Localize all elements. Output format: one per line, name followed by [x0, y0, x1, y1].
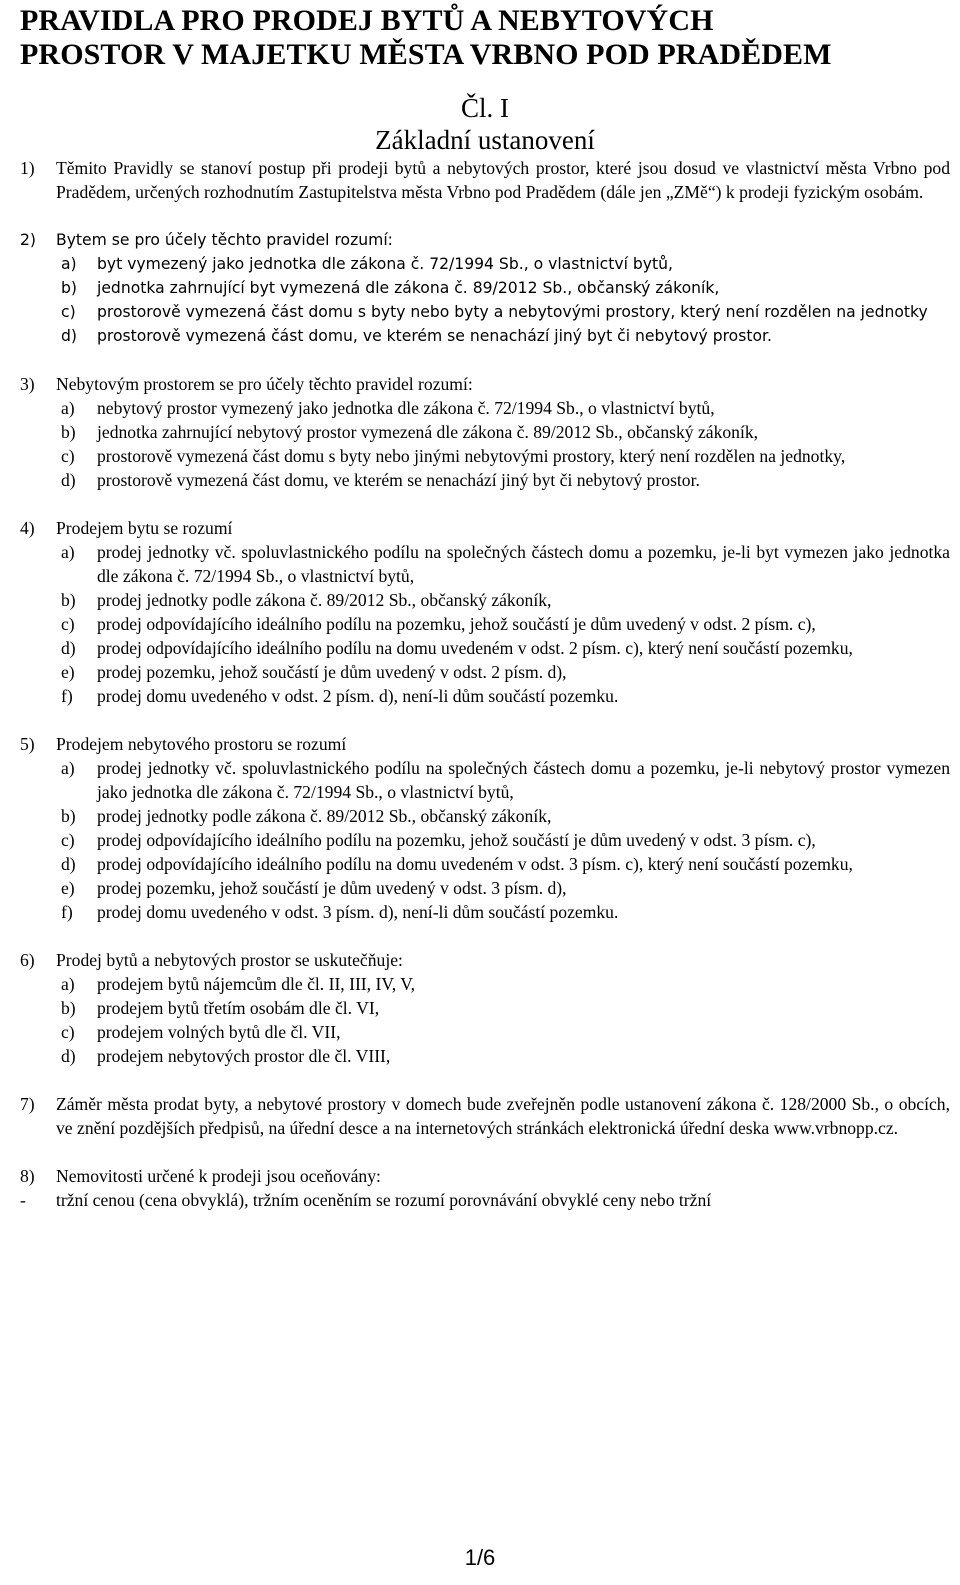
list-item-label: b) — [61, 279, 77, 297]
page-number: 1/6 — [464, 1545, 496, 1570]
list-item-text: prodej odpovídajícího ideálního podílu na domu uvedeném v odst. 2 písm. c), který není součástí pozemku, — [97, 638, 853, 658]
list-item — [61, 660, 950, 684]
list-item-label: f) — [61, 902, 73, 922]
paragraph-text: Záměr města prodat byty, a nebytové prostory v domech bude zveřejněn podle ustanovení zákona č. 128/2000 Sb., o obcích, ve znění pozdějších předpisů, na úřední desce a na internetových stránkách elektronická úřední deska www.vrbnopp.cz. — [56, 1094, 950, 1138]
paragraph-text: Nebytovým prostorem se pro účely těchto pravidel rozumí: — [56, 374, 473, 394]
list-item — [61, 252, 950, 276]
list-item — [61, 612, 950, 636]
list-item-text: jednotka zahrnující nebytový prostor vymezená dle zákona č. 89/2012 Sb., občanský zákoník, — [97, 422, 759, 442]
paragraph-7 — [20, 1092, 950, 1140]
list-item-text: prodejem nebytových prostor dle čl. VIII, — [97, 1046, 391, 1066]
article-heading: Základní ustanovení — [375, 125, 595, 155]
list-item-text: jednotka zahrnující byt vymezená dle zákona č. 89/2012 Sb., občanský zákoník, — [97, 279, 720, 297]
paragraph-text: Nemovitosti určené k prodeji jsou oceňovány: — [56, 1166, 381, 1186]
list-item-text: prodejem bytů třetím osobám dle čl. VI, — [97, 998, 380, 1018]
list-item — [61, 1044, 950, 1068]
list-item-label: a) — [61, 758, 75, 778]
paragraph-text: Bytem se pro účely těchto pravidel rozumí: — [56, 231, 393, 249]
list-item-label: b) — [61, 590, 76, 610]
list-item-label: c) — [61, 1022, 75, 1042]
paragraph-number: 5) — [20, 734, 35, 754]
document-title — [20, 0, 950, 72]
list-item — [61, 828, 950, 852]
list-item — [61, 396, 950, 420]
list-item-text: prodej domu uvedeného v odst. 2 písm. d), není-li dům součástí pozemku. — [97, 686, 619, 706]
list-item — [61, 684, 950, 708]
list-item-text: prodej odpovídajícího ideálního podílu na domu uvedeném v odst. 3 písm. c), který není součástí pozemku, — [97, 854, 853, 874]
list-item-label: e) — [61, 878, 75, 898]
list-item-label: b) — [61, 806, 76, 826]
article-number: Čl. I — [460, 93, 509, 123]
dash-item-text: tržní cenou (cena obvyklá), tržním oceněním se rozumí porovnávání obvyklé ceny nebo tržní — [56, 1190, 712, 1210]
list-item-text: prodej odpovídajícího ideálního podílu na pozemku, jehož součástí je dům uvedený v odst. 3 písm. c), — [97, 830, 816, 850]
list-item-label: f) — [61, 686, 73, 706]
list-item — [61, 996, 950, 1020]
list-item-text: prodejem volných bytů dle čl. VII, — [97, 1022, 341, 1042]
list-item-label: d) — [61, 854, 76, 874]
paragraph-text: Prodejem bytu se rozumí — [56, 518, 233, 538]
list-item — [61, 900, 950, 924]
list-item-text: prodej jednotky vč. spoluvlastnického podílu na společných částech domu a pozemku, je-li nebytový prostor vymezen jako jednotka dle zákona č. 72/1994 Sb., o vlastnictví bytů, — [97, 758, 950, 802]
list-item — [61, 636, 950, 660]
paragraph-text: Těmito Pravidly se stanoví postup při prodeji bytů a nebytových prostor, které jsou dosud ve vlastnictví města Vrbno pod Pradědem, určených rozhodnutím Zastupitelstva města Vrbno pod Pradědem (dále jen „ZMě“) k prodeji fyzickým osobám. — [56, 158, 950, 202]
list-item — [61, 1020, 950, 1044]
list-item-label: d) — [61, 327, 77, 345]
list-item-text: prodejem bytů nájemcům dle čl. II, III, IV, V, — [97, 974, 416, 994]
list-item — [61, 804, 950, 828]
list-item-label: d) — [61, 470, 76, 490]
paragraph-number: 8) — [20, 1166, 35, 1186]
title-line-1: PRAVIDLA PRO PRODEJ BYTŮ A NEBYTOVÝCH — [20, 4, 714, 37]
dash-item — [20, 1188, 950, 1212]
list-item-label: c) — [61, 830, 75, 850]
list-item — [61, 468, 950, 492]
paragraph-text: Prodej bytů a nebytových prostor se uskutečňuje: — [56, 950, 403, 970]
document-page — [20, 0, 950, 1212]
paragraph-number: 4) — [20, 518, 35, 538]
paragraph-number: 6) — [20, 950, 35, 970]
list-item — [61, 852, 950, 876]
list-item-text: byt vymezený jako jednotka dle zákona č. 72/1994 Sb., o vlastnictví bytů, — [97, 255, 673, 273]
list-item — [61, 588, 950, 612]
list-item-text: prostorově vymezená část domu, ve kterém se nenachází jiný byt či nebytový prostor. — [97, 327, 772, 345]
dash-marker: - — [20, 1190, 26, 1210]
list-item-label: c) — [61, 446, 75, 466]
list-item-label: b) — [61, 422, 76, 442]
paragraph-number: 3) — [20, 374, 35, 394]
list-item-text: prodej pozemku, jehož součástí je dům uvedený v odst. 3 písm. d), — [97, 878, 567, 898]
paragraph-4 — [20, 516, 950, 708]
paragraph-text: Prodejem nebytového prostoru se rozumí — [56, 734, 347, 754]
list-item-text: prostorově vymezená část domu s byty nebo jinými nebytovými prostory, který není rozdělen na jednotky, — [97, 446, 846, 466]
list-item — [61, 300, 950, 324]
list-item-label: a) — [61, 255, 77, 273]
list-item-text: prodej jednotky podle zákona č. 89/2012 Sb., občanský zákoník, — [97, 806, 552, 826]
paragraph-8 — [20, 1164, 950, 1212]
list-item — [61, 324, 950, 348]
list-item-text: prodej domu uvedeného v odst. 3 písm. d), není-li dům součástí pozemku. — [97, 902, 619, 922]
list-item-text: prodej jednotky podle zákona č. 89/2012 Sb., občanský zákoník, — [97, 590, 552, 610]
list-item-text: prostorově vymezená část domu s byty nebo byty a nebytovými prostory, který není rozdělen na jednotky — [97, 303, 928, 321]
list-item-label: a) — [61, 974, 75, 994]
list-item-label: c) — [61, 614, 75, 634]
paragraph-6 — [20, 948, 950, 1068]
list-item — [61, 276, 950, 300]
list-item — [61, 420, 950, 444]
list-item-label: e) — [61, 662, 75, 682]
list-item — [61, 444, 950, 468]
paragraph-number: 2) — [20, 231, 37, 249]
paragraph-1 — [20, 156, 950, 204]
list-item-label: d) — [61, 638, 76, 658]
list-item — [61, 756, 950, 804]
paragraph-2 — [20, 228, 950, 348]
list-item — [61, 972, 950, 996]
title-line-2: PROSTOR V MAJETKU MĚSTA VRBNO POD PRADĚDEM — [20, 38, 832, 71]
list-item — [61, 540, 950, 588]
list-item-text: prodej jednotky vč. spoluvlastnického podílu na společných částech domu a pozemku, je-li byt vymezen jako jednotka dle zákona č. 72/1994 Sb., o vlastnictví bytů, — [97, 542, 950, 586]
paragraph-number: 7) — [20, 1094, 35, 1114]
list-item-text: prodej odpovídajícího ideálního podílu na pozemku, jehož součástí je dům uvedený v odst. 2 písm. c), — [97, 614, 816, 634]
list-item-text: prodej pozemku, jehož součástí je dům uvedený v odst. 2 písm. d), — [97, 662, 567, 682]
list-item-text: nebytový prostor vymezený jako jednotka dle zákona č. 72/1994 Sb., o vlastnictví bytů, — [97, 398, 715, 418]
list-item-label: c) — [61, 303, 76, 321]
list-item — [61, 876, 950, 900]
paragraph-3 — [20, 372, 950, 492]
list-item-label: d) — [61, 1046, 76, 1066]
paragraph-number: 1) — [20, 158, 35, 178]
list-item-label: a) — [61, 398, 75, 418]
list-item-label: b) — [61, 998, 76, 1018]
list-item-label: a) — [61, 542, 75, 562]
paragraph-5 — [20, 732, 950, 924]
list-item-text: prostorově vymezená část domu, ve kterém se nenachází jiný byt či nebytový prostor. — [97, 470, 700, 490]
